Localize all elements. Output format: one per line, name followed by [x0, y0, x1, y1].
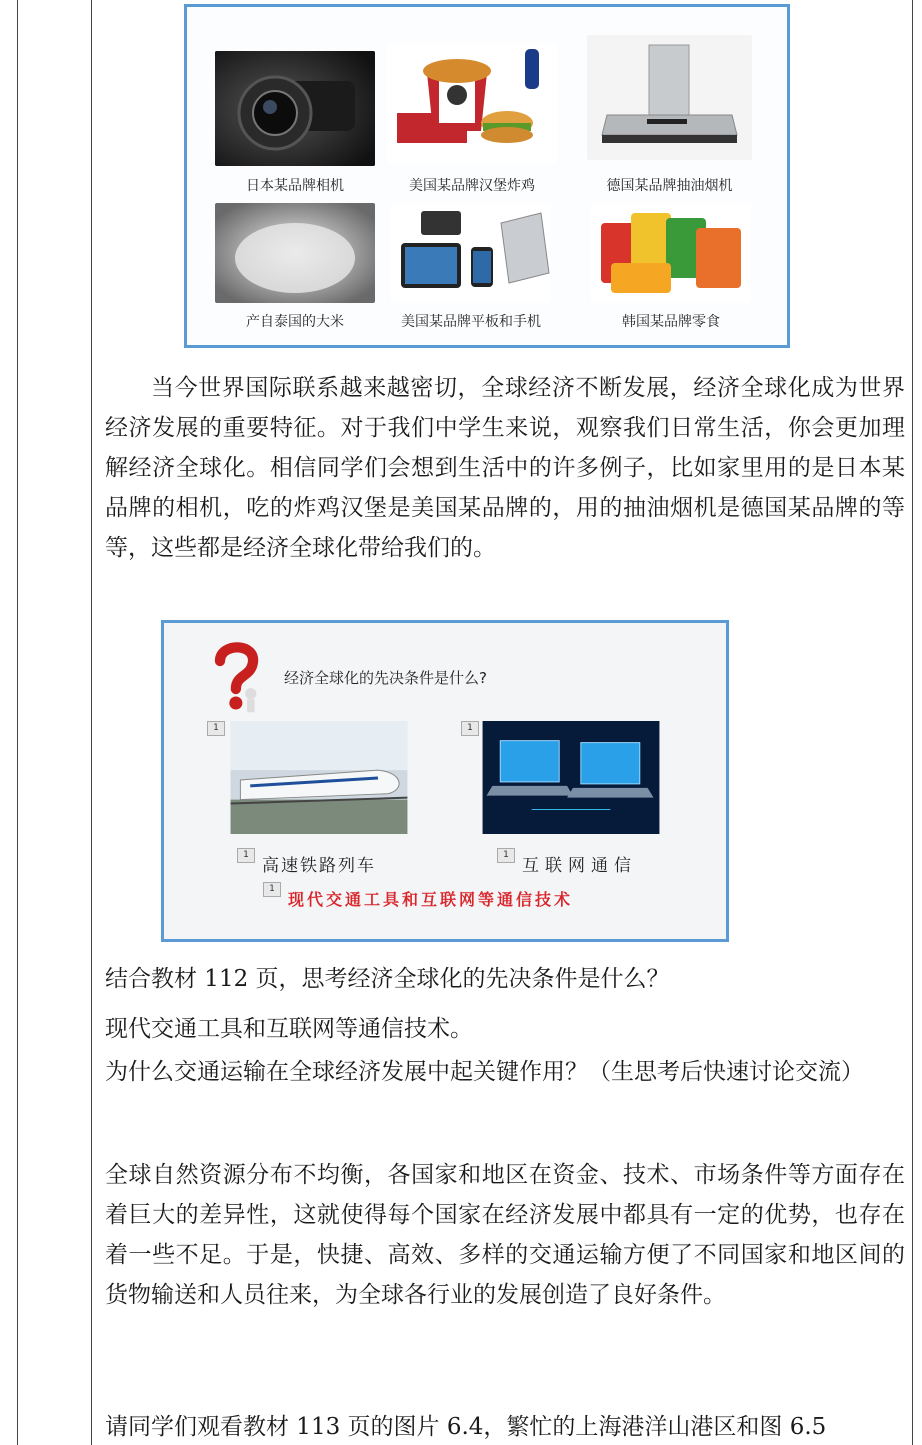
products-figure — [184, 4, 790, 348]
badge-left-label: 1 — [237, 848, 255, 863]
caption-rice: 产自泰国的大米 — [246, 314, 344, 330]
table-border-right — [912, 0, 913, 1445]
devices-item — [391, 203, 551, 335]
rice-item — [215, 203, 375, 335]
caption-rangehood: 德国某品牌抽油烟机 — [606, 178, 733, 194]
badge-right: 1 — [461, 721, 479, 736]
caption-snacks: 韩国某品牌零食 — [622, 314, 720, 330]
camera-item — [215, 51, 375, 199]
lesson-content — [91, 0, 912, 1445]
figure-question: 经济全球化的先决条件是什么? — [284, 669, 487, 687]
badge-answer: 1 — [263, 882, 281, 897]
high-speed-train-photo-icon — [230, 721, 408, 834]
caption-devices: 美国某品牌平板和手机 — [401, 314, 541, 330]
prerequisite-figure — [161, 620, 729, 942]
tablet-phone-photo-icon — [391, 203, 551, 303]
fastfood-item — [387, 43, 547, 199]
caption-camera: 日本某品牌相机 — [246, 178, 344, 194]
range-hood-photo-icon — [587, 35, 752, 160]
paragraph-intro: 当今世界国际联系越来越密切，全球经济不断发展，经济全球化成为世界经济发展的重要特征。对于我们中学生来说，观察我们日常生活，你会更加理解经济全球化。相信同学们会想到生活中的许多例子，比如家里用的是日本某品牌的相机，吃的炸鸡汉堡是美国某品牌的，用的抽油烟机是德国某品牌的等等，这些都是经济全球化带给我们的。 — [105, 375, 905, 561]
question-line-1: 结合教材 112 页，思考经济全球化的先决条件是什么？ — [105, 966, 670, 992]
rice-photo-icon — [215, 203, 375, 303]
rangehood-item — [587, 35, 747, 199]
korean-snacks-photo-icon — [591, 203, 751, 303]
label-high-speed-train: 高速铁路列车 — [262, 856, 376, 876]
laptops-network-photo-icon — [482, 721, 660, 834]
snacks-item — [591, 203, 751, 335]
table-border-left — [17, 0, 18, 1445]
question-mark-icon — [206, 633, 262, 717]
last-line: 请同学们观看教材 113 页的图片 6.4，繁忙的上海港洋山港区和图 6.5 — [105, 1414, 827, 1440]
label-internet: 互联网通信 — [522, 856, 637, 876]
badge-right-label: 1 — [497, 848, 515, 863]
figure-answer: 现代交通工具和互联网等通信技术 — [288, 890, 574, 909]
answer-line-1: 现代交通工具和互联网等通信技术。 — [105, 1016, 473, 1042]
badge-left: 1 — [207, 721, 225, 736]
caption-fastfood: 美国某品牌汉堡炸鸡 — [409, 178, 535, 194]
paragraph-transport: 全球自然资源分布不均衡，各国家和地区在资金、技术、市场条件等方面存在着巨大的差异性，这就使得每个国家在经济发展中都具有一定的优势，也存在着一些不足。于是，快捷、高效、多样的交通运输方便了不同国家和地区间的货物输送和人员往来，为全球各行业的发展创造了良好条件。 — [105, 1162, 905, 1308]
fried-chicken-burger-photo-icon — [387, 43, 557, 163]
camera-photo-icon — [215, 51, 375, 166]
question-line-2: 为什么交通运输在全球经济发展中起关键作用？（生思考后快速讨论交流） — [105, 1059, 864, 1085]
